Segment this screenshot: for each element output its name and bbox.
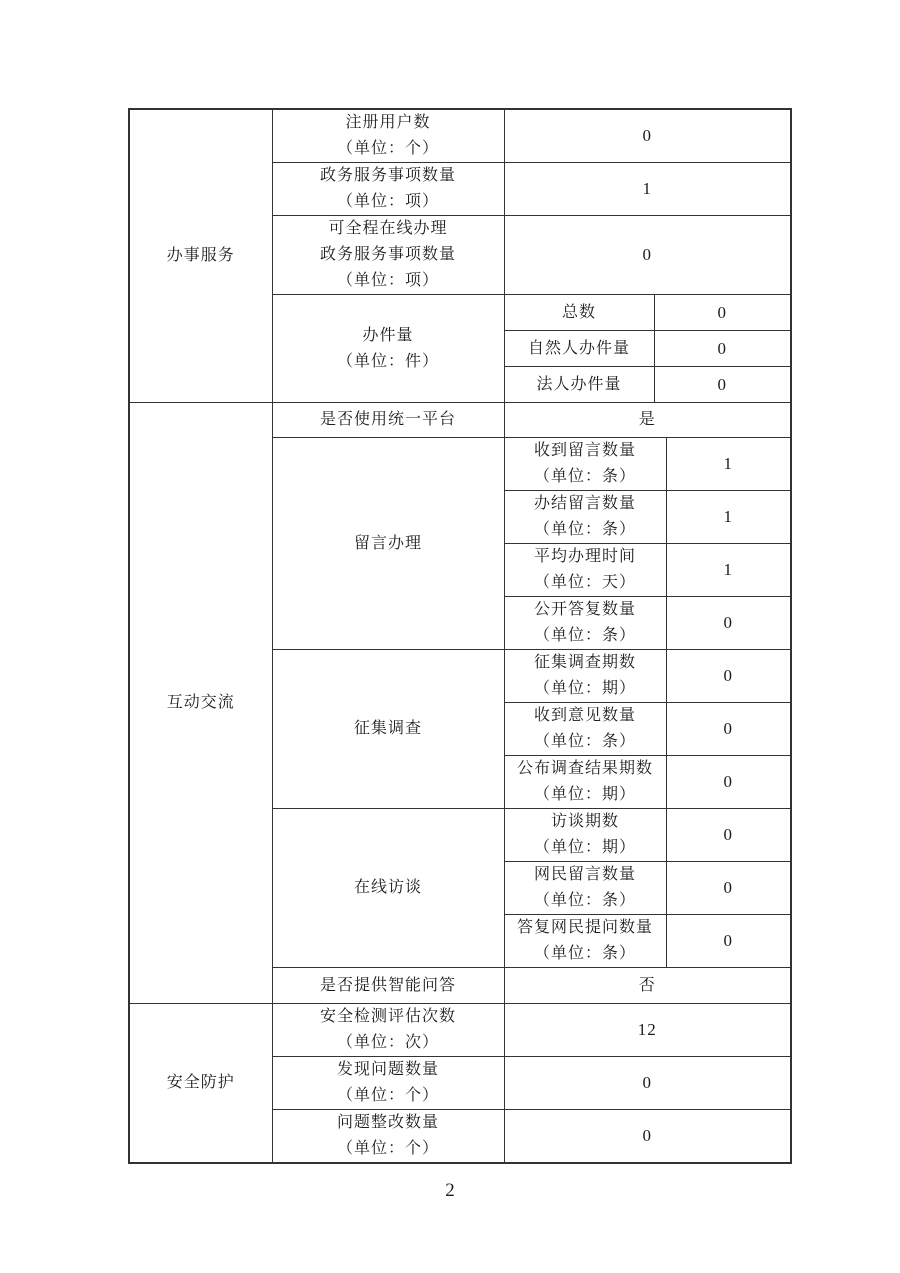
item-unit-line: （单位：条） bbox=[533, 733, 636, 750]
item-label-line: 问题整改数量 bbox=[336, 1114, 439, 1131]
value-cell: 0 bbox=[666, 809, 791, 862]
item-unit-line: （单位：条） bbox=[533, 468, 636, 485]
sub-item-label-cell bbox=[504, 703, 666, 756]
item-label-cell bbox=[272, 1110, 504, 1164]
value-cell: 0 bbox=[654, 295, 791, 331]
item-unit-line: （单位：项） bbox=[336, 193, 439, 210]
item-label-cell: 是否提供智能问答 bbox=[272, 968, 504, 1004]
value-cell: 否 bbox=[504, 968, 791, 1004]
group-label-line: 办件量 bbox=[362, 326, 414, 344]
item-label-cell bbox=[272, 1057, 504, 1110]
category-cell-service bbox=[129, 109, 272, 403]
table-row bbox=[129, 403, 791, 438]
value-cell: 0 bbox=[666, 597, 791, 650]
value-cell: 0 bbox=[666, 915, 791, 968]
value-cell: 1 bbox=[504, 163, 791, 216]
item-label-line: 收到意见数量 bbox=[533, 707, 636, 724]
group-label-cell: 在线访谈 bbox=[272, 809, 504, 968]
value-cell: 1 bbox=[666, 491, 791, 544]
sub-item-label-cell bbox=[504, 491, 666, 544]
item-label-line: 政务服务事项数量 bbox=[319, 167, 456, 184]
item-label-line: 公开答复数量 bbox=[533, 601, 636, 618]
report-table bbox=[128, 108, 792, 1164]
item-label-line: 政务服务事项数量 bbox=[319, 246, 456, 263]
item-label-cell bbox=[272, 109, 504, 163]
category-cell-security bbox=[129, 1004, 272, 1164]
item-label-cell bbox=[272, 216, 504, 295]
sub-item-label-cell: 法人办件量 bbox=[504, 367, 654, 403]
item-unit-line: （单位：个） bbox=[336, 140, 439, 157]
category-label: 互动交流 bbox=[166, 694, 235, 711]
value-cell: 0 bbox=[666, 703, 791, 756]
item-unit-line: （单位：天） bbox=[533, 574, 636, 591]
value-cell: 1 bbox=[666, 438, 791, 491]
group-label-cell: 留言办理 bbox=[272, 438, 504, 650]
item-label-line: 平均办理时间 bbox=[533, 548, 636, 565]
item-unit-line: （单位：项） bbox=[336, 272, 439, 289]
sub-item-label-cell bbox=[504, 650, 666, 703]
table-row bbox=[129, 1004, 791, 1057]
value-cell: 0 bbox=[504, 216, 791, 295]
item-unit-line: （单位：个） bbox=[336, 1087, 439, 1104]
value-cell: 0 bbox=[504, 1057, 791, 1110]
value-cell: 0 bbox=[654, 367, 791, 403]
value-cell: 0 bbox=[654, 331, 791, 367]
group-label-cell bbox=[272, 295, 504, 403]
item-label-line: 答复网民提问数量 bbox=[516, 919, 653, 936]
sub-item-label-cell: 自然人办件量 bbox=[504, 331, 654, 367]
item-label-line: 办结留言数量 bbox=[533, 495, 636, 512]
item-unit-line: （单位：期） bbox=[533, 839, 636, 856]
sub-item-label-cell bbox=[504, 809, 666, 862]
item-label-line: 发现问题数量 bbox=[336, 1061, 439, 1078]
item-unit-line: （单位：个） bbox=[336, 1140, 439, 1157]
item-label-line: 征集调查期数 bbox=[533, 654, 636, 671]
value-cell: 1 bbox=[666, 544, 791, 597]
item-unit-line: （单位：条） bbox=[533, 521, 636, 538]
group-unit-line: （单位：件） bbox=[336, 352, 439, 370]
sub-item-label-cell bbox=[504, 438, 666, 491]
sub-item-label-cell bbox=[504, 544, 666, 597]
item-label-line: 可全程在线办理 bbox=[328, 220, 448, 237]
sub-item-label-cell bbox=[504, 915, 666, 968]
group-label-cell: 征集调查 bbox=[272, 650, 504, 809]
category-label: 安全防护 bbox=[166, 1074, 235, 1091]
value-cell: 12 bbox=[504, 1004, 791, 1057]
item-unit-line: （单位：次） bbox=[336, 1034, 439, 1051]
item-unit-line: （单位：条） bbox=[533, 627, 636, 644]
page-number: 2 bbox=[445, 1180, 455, 1201]
value-cell: 0 bbox=[666, 862, 791, 915]
value-cell: 0 bbox=[504, 1110, 791, 1164]
value-cell: 0 bbox=[666, 650, 791, 703]
item-unit-line: （单位：条） bbox=[533, 945, 636, 962]
value-cell: 0 bbox=[666, 756, 791, 809]
category-cell-interaction bbox=[129, 403, 272, 1004]
item-unit-line: （单位：期） bbox=[533, 786, 636, 803]
item-label-line: 收到留言数量 bbox=[533, 442, 636, 459]
sub-item-label-cell bbox=[504, 597, 666, 650]
value-cell: 0 bbox=[504, 109, 791, 163]
item-label-line: 注册用户数 bbox=[345, 114, 431, 131]
sub-item-label-cell bbox=[504, 756, 666, 809]
item-label-line: 访谈期数 bbox=[550, 813, 619, 830]
table-row bbox=[129, 109, 791, 163]
item-unit-line: （单位：期） bbox=[533, 680, 636, 697]
item-label-cell bbox=[272, 163, 504, 216]
item-label-line: 网民留言数量 bbox=[533, 866, 636, 883]
category-label: 办事服务 bbox=[166, 247, 235, 264]
sub-item-label-cell: 总数 bbox=[504, 295, 654, 331]
item-label-cell: 是否使用统一平台 bbox=[272, 403, 504, 438]
item-label-line: 安全检测评估次数 bbox=[319, 1008, 456, 1025]
sub-item-label-cell bbox=[504, 862, 666, 915]
item-unit-line: （单位：条） bbox=[533, 892, 636, 909]
item-label-cell bbox=[272, 1004, 504, 1057]
value-cell: 是 bbox=[504, 403, 791, 438]
item-label-line: 公布调查结果期数 bbox=[516, 760, 653, 777]
